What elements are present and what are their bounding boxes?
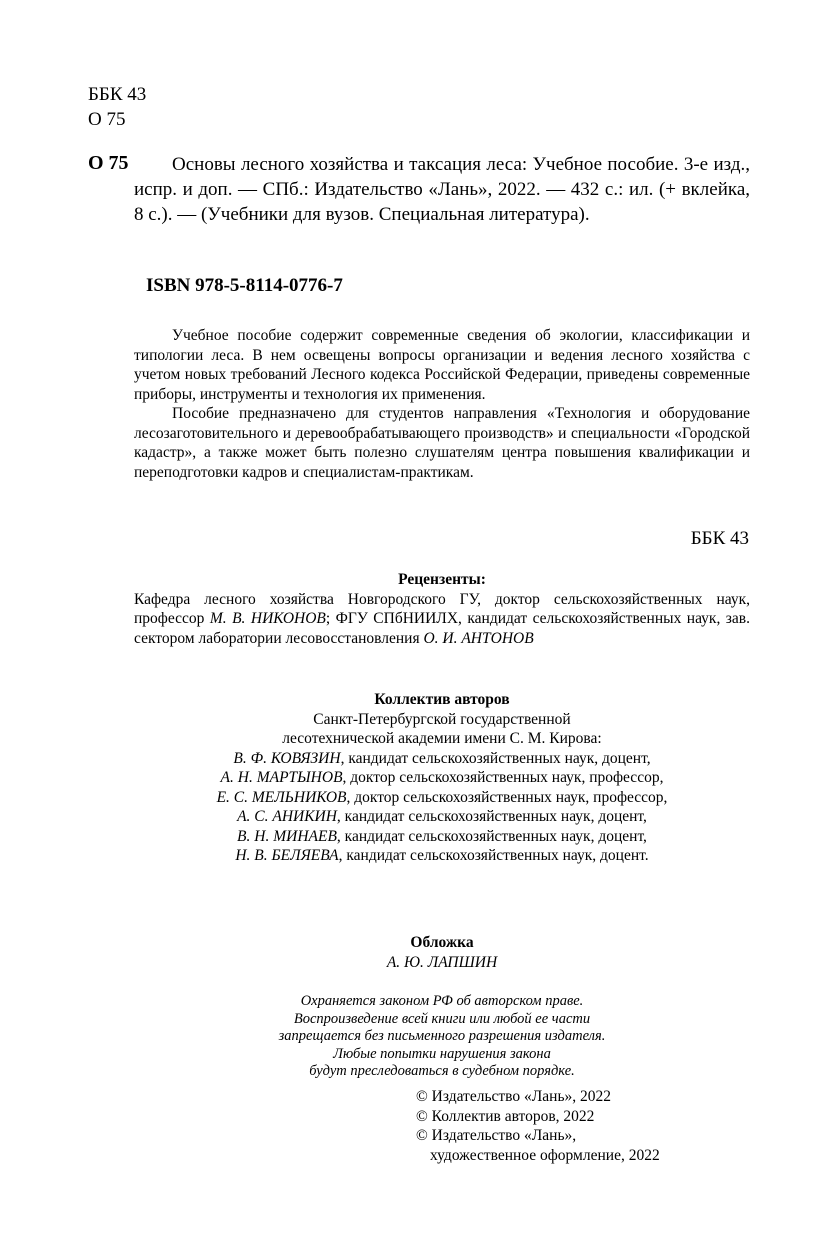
reviewers-block bbox=[134, 570, 750, 648]
rights-line: запрещается без письменного разрешения издателя. bbox=[278, 1028, 606, 1044]
author-desc: , кандидат сельскохозяйственных наук, доцент, bbox=[336, 827, 647, 845]
reviewer-name-2: О. И. АНТОНОВ bbox=[423, 629, 534, 647]
copyright-line: © Издательство «Лань», bbox=[416, 1127, 577, 1144]
authors-org-line: лесотехнической академии имени С. М. Кирова: bbox=[282, 730, 602, 747]
author-name: Н. В. БЕЛЯЕВА bbox=[235, 847, 339, 864]
bbk-index: ББК 43 bbox=[88, 84, 147, 105]
annotation-paragraph: Учебное пособие содержит современные сведения об экологии, классификации и типологии леса. В нем освещены вопросы организации и ведения лесного хозяйства с учетом новых требований Лесного кодекса Российской Федерации, приведены современные приборы, инструменты и технология их применения. bbox=[134, 327, 750, 403]
copyright-line: © Коллектив авторов, 2022 bbox=[416, 1107, 595, 1125]
reviewer-text-1: Кафедра лесного хозяйства Новгородского ГУ, доктор сельскохозяйственных наук, профессор bbox=[134, 590, 750, 627]
cover-credit bbox=[134, 933, 750, 972]
bibliographic-description: Основы лесного хозяйства и таксация леса: Учебное пособие. 3-е изд., испр. и доп. — СПб.: Издательство «Лань», 2022. — 432 с.: ил. (+ вклейка, 8 с.). — (Учебники для вузов. Специальная литература). bbox=[134, 154, 750, 225]
rights-line: Охраняется законом РФ об авторском праве. bbox=[300, 993, 584, 1009]
author-line bbox=[134, 846, 750, 866]
copyright-line: художественное оформление, 2022 bbox=[430, 1146, 660, 1164]
author-name: А. С. АНИКИН bbox=[237, 808, 337, 825]
author-desc: , доктор сельскохозяйственных наук, профессор, bbox=[342, 769, 664, 786]
reviewer-text-2: ; ФГУ СПбНИИЛХ, кандидат сельскохозяйственных наук, зав. сектором лаборатории лесовосстановления bbox=[134, 610, 750, 647]
annotation bbox=[134, 326, 750, 482]
author-name: В. Н. МИНАЕВ bbox=[237, 827, 337, 845]
author-name: В. Ф. КОВЯЗИН bbox=[233, 749, 341, 767]
reviewers-heading: Рецензенты: bbox=[398, 571, 486, 588]
author-desc: , кандидат сельскохозяйственных наук, доцент, bbox=[336, 808, 647, 825]
authors-block bbox=[134, 690, 750, 866]
author-line bbox=[134, 749, 750, 769]
author-desc: , кандидат сельскохозяйственных наук, доцент. bbox=[338, 847, 649, 864]
author-name: Е. С. МЕЛЬНИКОВ bbox=[216, 788, 347, 806]
author-line bbox=[134, 788, 750, 808]
author-line bbox=[134, 807, 750, 827]
annotation-paragraph: Пособие предназначено для студентов направления «Технология и оборудование лесозаготовительного и деревообрабатывающего производств» и специальности «Городской кадастр», а также может быть полезно слушателям центра повышения квалификации и переподготовки кадров и специалистам-практикам. bbox=[134, 405, 750, 481]
reviewer-name-1: М. В. НИКОНОВ bbox=[209, 610, 326, 627]
bbk-code-top bbox=[88, 82, 146, 132]
rights-line: Любые попытки нарушения закона bbox=[333, 1045, 551, 1062]
isbn: ISBN 978-5-8114-0776-7 bbox=[146, 275, 343, 296]
author-line bbox=[134, 827, 750, 847]
authors-heading: Коллектив авторов bbox=[374, 691, 510, 708]
copyright-block bbox=[416, 1087, 660, 1165]
cover-designer-name: А. Ю. ЛАПШИН bbox=[386, 953, 498, 971]
bbk-code-right: ББК 43 bbox=[690, 528, 749, 549]
rights-notice bbox=[134, 993, 750, 1081]
author-mark: О 75 bbox=[88, 109, 126, 130]
copyright-line: © Издательство «Лань», 2022 bbox=[416, 1088, 612, 1105]
cover-designer bbox=[134, 953, 750, 973]
author-desc: , кандидат сельскохозяйственных наук, доцент, bbox=[340, 749, 651, 767]
authors-org-line: Санкт-Петербургской государственной bbox=[313, 710, 571, 728]
reviewers-text bbox=[134, 590, 750, 649]
author-desc: , доктор сельскохозяйственных наук, профессор, bbox=[346, 788, 668, 806]
author-name: А. Н. МАРТЫНОВ bbox=[220, 769, 343, 786]
rights-line: Воспроизведение всей книги или любой ее части bbox=[293, 1010, 591, 1027]
rights-line: будут преследоваться в судебном порядке. bbox=[309, 1063, 575, 1079]
cover-heading: Обложка bbox=[410, 934, 474, 951]
author-line bbox=[134, 768, 750, 788]
entry-code: О 75 bbox=[88, 152, 129, 174]
